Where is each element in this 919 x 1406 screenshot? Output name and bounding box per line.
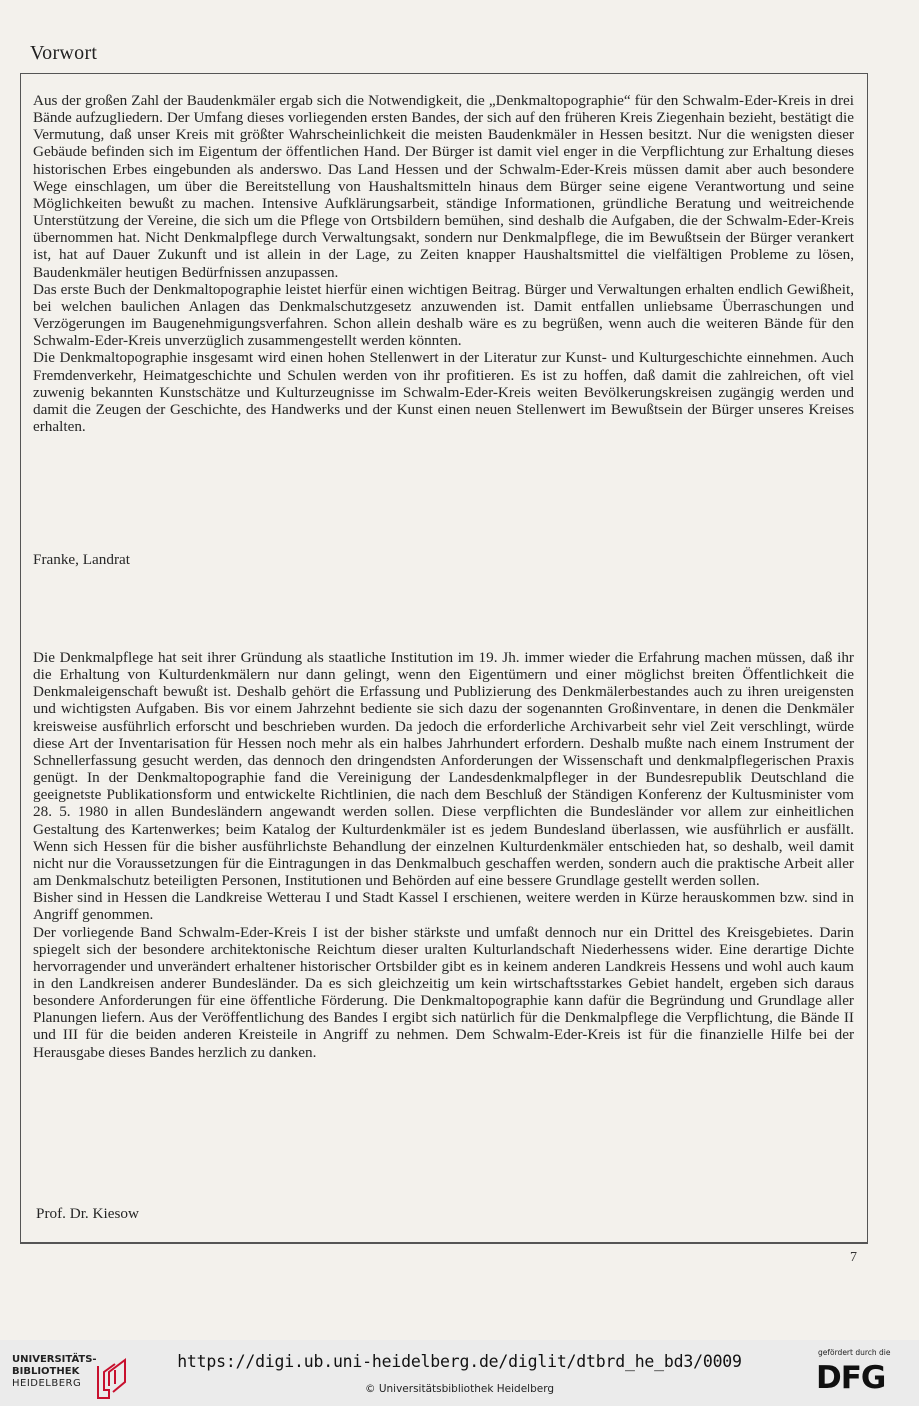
paragraph: Bisher sind in Hessen die Landkreise Wetterau I und Stadt Kassel I erschienen, weitere werden in Kürze herauskommen bzw. sind in Angriff genommen. [33, 889, 854, 924]
funding-caption: gefördert durch die [818, 1348, 891, 1357]
foreword-kiesow [33, 649, 854, 1061]
institution-line: HEIDELBERG [12, 1378, 82, 1389]
paragraph: Der vorliegende Band Schwalm-Eder-Kreis I ist der bisher stärkste und umfaßt dennoch nur ein Drittel des Kreisgebietes. Darin spiegelt sich der besondere architektonische Reichtum dieser uralten Kulturlandschaft Niederhessens wider. Eine derartige Dichte hervorragender und unverändert erhaltener historischer Ortsbilder gibt es in keinem anderen Landkreis Hessens und wohl auch kaum in den Landkreisen anderer Bundesländer. Da es sich gleichzeitig um kein wirtschaftsstarkes Gebiet handelt, ergeben sich daraus besondere Anforderungen für eine öffentliche Förderung. Die Denkmaltopographie kann dafür die Begründung und Grundlage aller Planungen liefern. Aus der Veröffentlichung des Bandes I ergibt sich natürlich für die Denkmalpflege die Verpflichtung, die Bände II und III für die beiden anderen Kreisteile in Angriff zu nehmen. Dem Schwalm-Eder-Kreis ist für die finanzielle Hilfe bei der Herausgabe dieses Bandes herzlich zu danken. [33, 923, 854, 1061]
paragraph: Das erste Buch der Denkmaltopographie leistet hierfür einen wichtigen Beitrag. Bürger und Verwaltungen erhalten endlich Gewißheit, bei welchen baulichen Anlagen das Denkmalschutzgesetz anzuwenden ist. Damit entfallen unliebsame Überraschungen und Verzögerungen im Baugenehmigungsverfahren. Schon allein deshalb wäre es zu begrüßen, wenn auch die weiteren Bände für den Schwalm-Eder-Kreis unverzüglich zusammengestellt werden könnten. [33, 280, 854, 350]
foreword-landrat [33, 92, 854, 435]
signature-landrat: Franke, Landrat [33, 551, 130, 568]
copyright-notice: © Universitätsbibliothek Heidelberg [364, 1383, 554, 1395]
institution-line: BIBLIOTHEK [12, 1366, 80, 1377]
signature-kiesow: Prof. Dr. Kiesow [36, 1205, 139, 1222]
paragraph: Aus der großen Zahl der Baudenkmäler ergab sich die Notwendigkeit, die „Denkmaltopographie“ für den Schwalm-Eder-Kreis in drei Bände aufzugliedern. Der Umfang dieses vorliegenden ersten Bandes, der sich auf den früheren Kreis Ziegenhain bezieht, bestätigt die Vermutung, daß unser Kreis mit größter Wahrscheinlichkeit die meisten Baudenkmäler in Hessen besitzt. Nur die wenigsten dieser Gebäude befinden sich im Eigentum der öffentlichen Hand. Der Bürger ist damit viel enger in die Verpflichtung zur Erhaltung dieses historischen Erbes eingebunden als anderswo. Das Land Hessen und der Schwalm-Eder-Kreis müssen damit aber auch besondere Wege einschlagen, um über die Bereitstellung von Haushaltsmitteln hinaus dem Bürger seine eigene Verantwortung und seine Möglichkeiten bewußt zu machen. Intensive Aufklärungsarbeit, ständige Informationen, gründliche Beratung und weitreichende Unterstützung der Vereine, die sich um die Pflege von Ortsbildern bemühen, sind deshalb die Aufgaben, die der Schwalm-Eder-Kreis übernommen hat. Nicht Denkmalpflege durch Verwaltungsakt, sondern nur Denkmalpflege, die im Bewußtsein der Bürger verankert ist, hat auf Dauer Zukunft und ist allein in der Lage, zu Zeiten knapper Haushaltsmittel die vielfältigen Probleme zu lösen, Baudenkmäler heutigen Bedürfnissen anzupassen. [33, 92, 854, 281]
viewer-footer [0, 1340, 919, 1406]
page-heading: Vorwort [30, 42, 98, 64]
document-url-link[interactable]: https://digi.ub.uni-heidelberg.de/diglit/dtbrd_he_bd3/0009 [177, 1352, 742, 1371]
paragraph: Die Denkmaltopographie insgesamt wird einen hohen Stellenwert in der Literatur zur Kunst- und Kulturgeschichte einnehmen. Auch Fremdenverkehr, Heimatgeschichte und Schulen werden von ihr profitieren. Es ist zu hoffen, daß damit die zahlreichen, oft viel zuwenig bekannten Kunstschätze und Kulturzeugnisse im Schwalm-Eder-Kreis weiten Bevölkerungskreisen zugängig werden und damit die Zeugen der Geschichte, des Handwerks und der Kunst einen neuen Stellenwert im Bewußtsein der Bürger unseres Kreises erhalten. [33, 349, 854, 435]
paragraph: Die Denkmalpflege hat seit ihrer Gründung als staatliche Institution im 19. Jh. immer wieder die Erfahrung machen müssen, daß ihr die Erhaltung von Kulturdenkmälern nur dann gelingt, wenn den Eigentümern und einer möglichst breiten Öffentlichkeit die Denkmaleigenschaft bewußt ist. Deshalb gehört die Erfassung und Publizierung des Denkmälerbestandes auch zu ihren ureigensten und wichtigsten Aufgaben. Bis vor einem Jahrzehnt bediente sie sich dazu der sogenannten Großinventare, in denen die Denkmäler kreisweise ausführlich erforscht und beschrieben wurden. Da jedoch die erforderliche Archivarbeit sehr viel Zeit verschlingt, würde diese Art der Inventarisation für Hessen noch mehr als ein halbes Jahrhundert erfordern. Deshalb mußte nach einem Instrument der Schnellerfassung gesucht werden, das dennoch den dringendsten Anforderungen der Wissenschaft und denkmalpflegerischen Praxis genügt. In der Denkmaltopographie fand die Vereinigung der Landesdenkmalpfleger in der Bundesrepublik Deutschland die geeignetste Publikationsform und entwickelte Richtlinien, die nach dem Beschluß der Ständigen Konferenz der Kultusminister vom 28. 5. 1980 in allen Bundesländern angewandt werden sollen. Diese verpflichten die Bundesländer vor allem zur einheitlichen Gestaltung des Kartenwerkes; beim Katalog der Kulturdenkmäler ist es jedem Bundesland überlassen, wie ausführlich er ausfällt. Wenn sich Hessen für die bisher ausführlichste Behandlung der einzelnen Kulturdenkmäler entschieden hat, so deshalb, weil damit nicht nur die Voraussetzungen für die Eintragungen in das Denkmalbuch geschaffen werden, sondern auch die praktische Arbeit aller am Denkmalschutz beteiligten Personen, Institutionen und Behörden auf eine bessere Grundlage gestellt werden sollen. [33, 649, 854, 890]
page-number: 7 [850, 1250, 857, 1265]
institution-line: UNIVERSITÄTS- [12, 1354, 97, 1365]
dfg-logo[interactable]: DFG [816, 1360, 886, 1396]
